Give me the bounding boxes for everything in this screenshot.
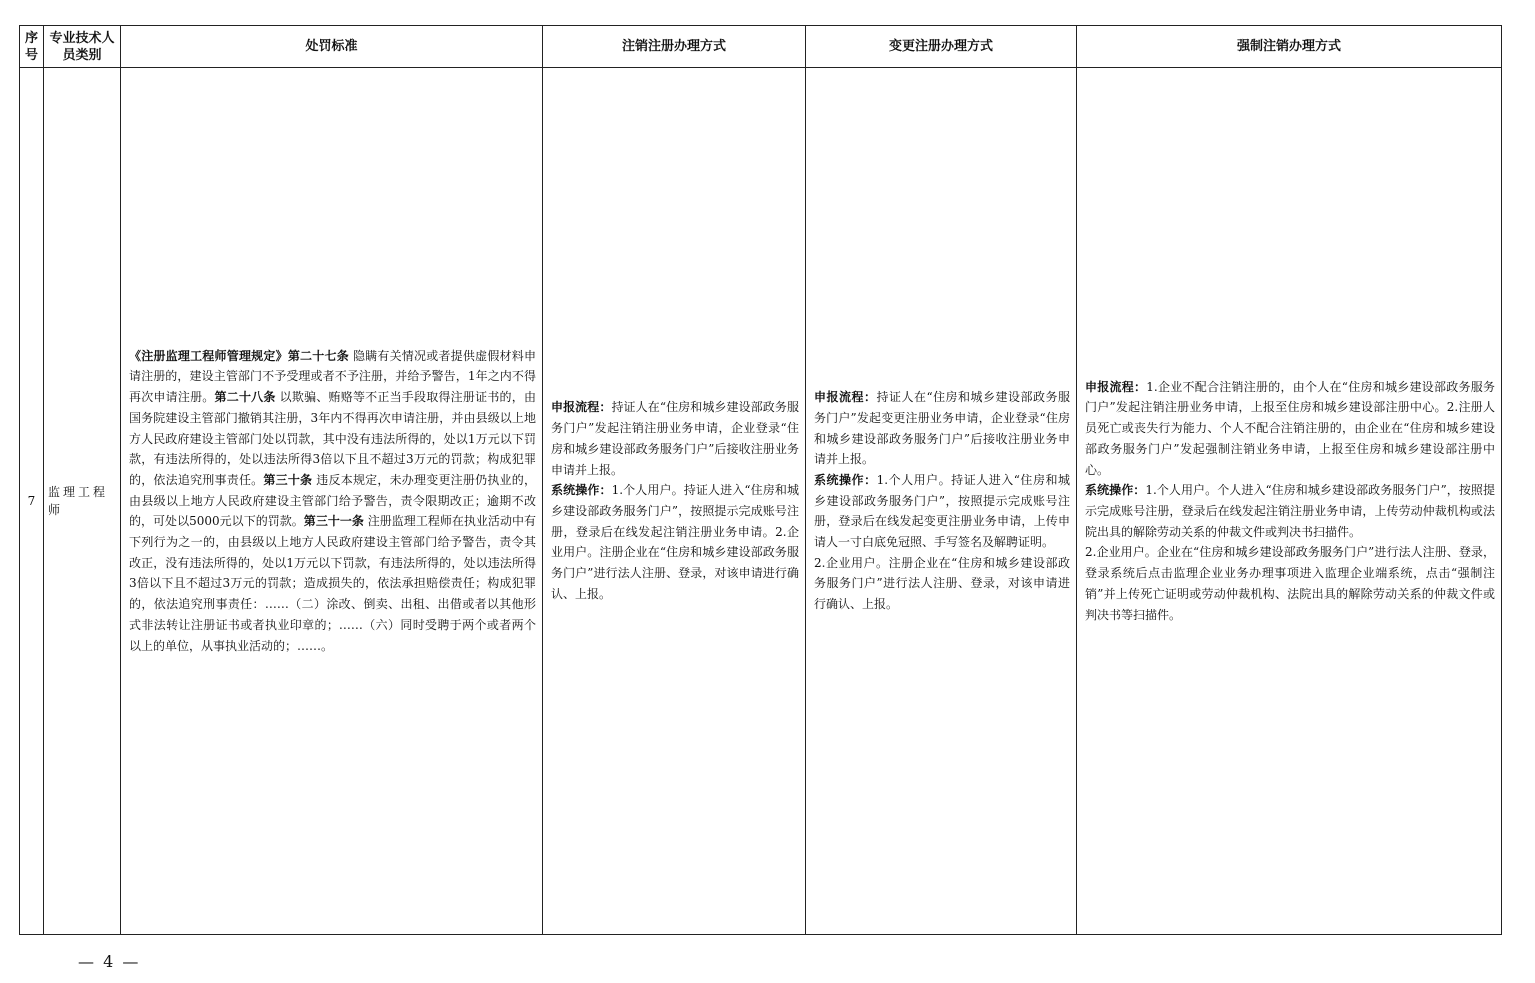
table-header-row [20, 26, 1502, 68]
header-forced: 强制注销办理方式 [1077, 26, 1502, 68]
penalty-text-4: 注册监理工程师在执业活动中有下列行为之一的，由县级以上地方人民政府建设主管部门给予警告，责令其改正，没有违法所得的，处以1万元以下罚款，有违法所得的，处以违法所得3倍以下且不超过3万元的罚款；造成损失的，依法承担赔偿责任；构成犯罪的，依法追究刑事责任：……（二）涂改、倒卖、出租、出借或者以其他形式非法转让注册证书或者执业印章的；……（六）同时受聘于两个或者两个以上的单位，从事执业活动的；……。 [129, 514, 536, 653]
row-category: 监理工程师 [44, 68, 121, 935]
header-cancel: 注销注册办理方式 [543, 26, 806, 68]
header-seq: 序号 [20, 26, 44, 68]
change-cell [806, 68, 1077, 935]
header-category: 专业技术人员类别 [44, 26, 121, 68]
row-seq: 7 [20, 68, 44, 935]
article-30: 第三十条 [263, 472, 313, 487]
cancel-process [551, 397, 799, 480]
change-process-text: 持证人在“住房和城乡建设部政务服务门户”发起变更注册业务申请，企业登录“住房和城乡建设部政务服务门户”后接收注册业务申请并上报。 [814, 390, 1070, 467]
cancel-system [551, 480, 799, 604]
forced-system-text: 1.个人用户。个人进入“住房和城乡建设部政务服务门户”，按照提示完成账号注册，登录后在线发起注销注册业务申请，上传劳动仲裁机构或法院出具的解除劳动关系的仲裁文件或判决书扫描件。 [1085, 483, 1495, 539]
forced-cell [1077, 68, 1502, 935]
header-change: 变更注册办理方式 [806, 26, 1077, 68]
page-number: — 4 — [78, 952, 141, 971]
article-31: 第三十一条 [303, 514, 364, 529]
penalty-text-2: 以欺骗、贿赂等不正当手段取得注册证书的，由国务院建设主管部门撤销其注册，3年内不得再次申请注册，并由县级以上地方人民政府建设主管部门处以罚款，其中没有违法所得的，处以1万元以下罚款，有违法所得的，处以违法所得3倍以下且不超过3万元的罚款；构成犯罪的，依法追究刑事责任。 [129, 390, 536, 487]
penalty-cell [121, 68, 543, 935]
penalty-title: 《注册监理工程师管理规定》第二十七条 [129, 348, 349, 363]
change-process-label: 申报流程： [814, 390, 877, 405]
forced-enterprise: 2.企业用户。企业在“住房和城乡建设部政务服务门户”进行法人注册、登录，登录系统后点击监理企业业务办理事项进入监理企业端系统，点击“强制注销”并上传死亡证明或劳动仲裁机构、法院出具的解除劳动关系的仲裁文件或判决书等扫描件。 [1085, 545, 1495, 622]
forced-process-label: 申报流程： [1085, 379, 1147, 394]
change-system-text: 1.个人用户。持证人进入“住房和城乡建设部政务服务门户”，按照提示完成账号注册，登录后在线发起变更注册业务申请，上传申请人一寸白底免冠照、手写签名及解聘证明。 [814, 472, 1070, 550]
change-enterprise: 2.企业用户。注册企业在“住房和城乡建设部政务服务门户”进行法人注册、登录，对该申请进行确认、上报。 [814, 555, 1070, 612]
forced-process-text: 1.企业不配合注销注册的，由个人在“住房和城乡建设部政务服务门户”发起注销注册业务申请，上报至住房和城乡建设部注册中心。2.注册人员死亡或丧失行为能力、个人不配合注销注册的，由企业在“住房和城乡建设部政务服务门户”发起强制注销业务申请，上报至住房和城乡建设部注册中心。 [1085, 379, 1495, 477]
forced-system-label: 系统操作： [1085, 483, 1146, 498]
penalty-text-3: 违反本规定，未办理变更注册仍执业的，由县级以上地方人民政府建设主管部门给予警告，责令限期改正；逾期不改的，可处以5000元以下的罚款。 [129, 472, 536, 529]
penalty-text-1: 隐瞒有关情况或者提供虚假材料申请注册的，建设主管部门不予受理或者不予注册，并给予警告，1年之内不得再次申请注册。 [129, 348, 536, 405]
cancel-cell [543, 68, 806, 935]
cancel-process-label: 申报流程： [551, 400, 612, 415]
header-penalty: 处罚标准 [121, 26, 543, 68]
forced-process [1085, 377, 1495, 481]
forced-system [1085, 480, 1495, 542]
change-system-label: 系统操作： [814, 472, 877, 487]
table-row [20, 68, 1502, 935]
article-28: 第二十八条 [214, 390, 276, 405]
cancel-system-label: 系统操作： [551, 483, 612, 498]
cancel-system-text: 1.个人用户。持证人进入“住房和城乡建设部政务服务门户”，按照提示完成账号注册，登录后在线发起注销注册业务申请。2.企业用户。注册企业在“住房和城乡建设部政务服务门户”进行法人注册、登录，对该申请进行确认、上报。 [551, 483, 799, 601]
registration-table [19, 25, 1502, 935]
cancel-process-text: 持证人在“住房和城乡建设部政务服务门户”发起注销注册业务申请，企业登录“住房和城乡建设部政务服务门户”后接收注册业务申请并上报。 [551, 400, 799, 477]
change-process [814, 387, 1070, 470]
change-system [814, 470, 1070, 553]
